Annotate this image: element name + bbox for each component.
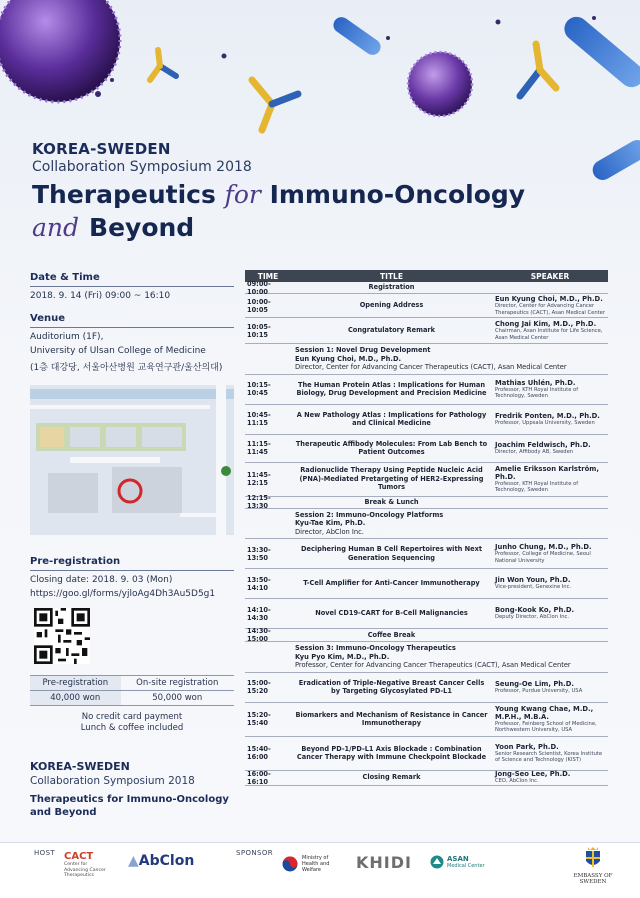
asan-logo: [430, 855, 485, 869]
fee-value: 40,000 won: [30, 691, 121, 706]
col-title-header: TITLE: [380, 271, 403, 281]
main-title-line-2: [32, 213, 194, 242]
speaker-affiliation: CEO, AbClon Inc.: [495, 778, 539, 785]
title-word: Therapeutics: [32, 180, 216, 209]
program-table: [245, 270, 608, 786]
row-speaker: [492, 295, 608, 315]
asan-name: ASAN: [447, 855, 469, 863]
row-speaker: [492, 606, 608, 620]
fee-table: [30, 675, 234, 706]
speaker-affiliation: Senior Research Scientist, Korea Institute of Science and Technology (KIST): [495, 750, 603, 763]
row-title: Congratulatory Remark: [347, 326, 436, 335]
host-label: HOST: [34, 849, 56, 857]
speaker-affiliation: Professor, College of Medicine, Seoul National University: [495, 551, 591, 564]
talk-row: [245, 569, 608, 599]
row-time: 10:45-11:15: [247, 411, 271, 427]
abclon-logo: [128, 853, 194, 869]
speaker-affiliation: Professor, KTH Royal Institute of Technology, Sweden: [495, 386, 579, 399]
speaker-affiliation: Professor, KTH Royal Institute of Technology, Sweden: [495, 480, 579, 493]
title-and: and: [32, 213, 80, 242]
session-chair: Kyu-Tae Kim, Ph.D.: [295, 519, 366, 527]
talk-row: [245, 294, 608, 318]
col-speaker-header: SPEAKER: [530, 271, 570, 281]
row-time: 11:15-11:45: [247, 440, 271, 456]
session-row: [245, 642, 608, 673]
date-heading: Date & Time: [30, 270, 234, 287]
row-time: 12:15-13:30: [247, 494, 271, 510]
speaker-affiliation: Director, Center for Advancing Cancer Therapeutics (CACT), Asan Medical Center: [495, 303, 605, 316]
date-text: 2018. 9. 14 (Fri) 09:00 ~ 16:10: [30, 291, 171, 301]
taeguk-icon: [282, 856, 298, 872]
row-title: Eradication of Triple-Negative Breast Cancer Cells by Targeting Glycosylated PD-L1: [298, 678, 485, 695]
registration-url[interactable]: https://goo.gl/forms/yjloAg4Dh3Au5D5g1: [30, 589, 216, 599]
row-time: 13:30-13:50: [247, 545, 271, 562]
footer-title-line-4: and Beyond: [30, 807, 97, 818]
speaker-name: Chong Jai Kim, M.D., Ph.D.: [495, 320, 597, 329]
talk-row: [245, 375, 608, 405]
title-for: for: [224, 180, 261, 209]
abclon-mark-icon: ▲: [128, 853, 139, 869]
event-info: [30, 270, 234, 373]
row-title: Biomarkers and Mechanism of Resistance in Cancer Immunotherapy: [295, 710, 488, 727]
program-body: [245, 279, 608, 786]
talk-row: [245, 599, 608, 629]
speaker-affiliation: Vice-president, Genexine Inc.: [495, 584, 572, 591]
row-title: Coffee Break: [367, 630, 416, 639]
header-line-2: Collaboration Symposium 2018: [32, 159, 252, 175]
session-title: Session 2: Immuno-Oncology Platforms: [295, 510, 444, 519]
speaker-name: Mathias Uhlén, Ph.D.: [495, 378, 576, 387]
speaker-name: Amelie Eriksson Karlström, Ph.D.: [495, 464, 599, 481]
qr-code-icon[interactable]: [34, 608, 90, 664]
fee-header: On-site registration: [121, 676, 234, 691]
pre-registration: [30, 554, 234, 599]
session-chair-affiliation: Director, AbClon Inc.: [295, 527, 364, 536]
row-speaker: [492, 576, 608, 590]
break-row: [245, 494, 608, 510]
speaker-affiliation: Professor, Feinberg School of Medicine, Northwestern University, USA: [495, 720, 597, 733]
speaker-name: Eun Kyung Choi, M.D., Ph.D.: [495, 295, 603, 304]
speaker-name: Yoon Park, Ph.D.: [495, 742, 559, 751]
row-speaker: [492, 379, 608, 399]
talk-row: [245, 463, 608, 497]
row-speaker: [492, 465, 608, 493]
row-title: Radionuclide Therapy Using Peptide Nucleic Acid (PNA)-Mediated Pretargeting of HER2-Expressing Tumors: [299, 466, 484, 492]
row-title: Beyond PD-1/PD-L1 Axis Blockade : Combination Cancer Therapy with Immune Checkpoint Blockade: [296, 744, 487, 761]
speaker-affiliation: Director, Affibody AB, Sweden: [495, 448, 574, 455]
row-time: 14:10-14:30: [247, 605, 271, 622]
session-title: Session 3: Immuno-Oncology Therapeutics: [295, 644, 456, 652]
closing-date: Closing date: 2018. 9. 03 (Mon): [30, 575, 173, 585]
talk-row: [245, 703, 608, 737]
footer-title-main: [30, 793, 250, 819]
program-header-row: [245, 270, 608, 282]
virus-cell-small-icon: [408, 52, 472, 116]
row-title: T-Cell Amplifier for Anti-Cancer Immunotherapy: [303, 579, 480, 588]
sponsor-label: SPONSOR: [236, 849, 274, 857]
speaker-affiliation: Deputy Director, AbClon Inc.: [495, 614, 569, 621]
session-chair: Kyu Pyo Kim, M.D., Ph.D.: [295, 652, 390, 661]
row-speaker: [492, 770, 608, 784]
row-title: Deciphering Human B Cell Repertoires with Next Generation Sequencing: [301, 545, 482, 562]
speaker-name: Fredrik Ponten, M.D., Ph.D.: [495, 411, 600, 420]
row-title: A New Pathology Atlas : Implications for Pathology and Clinical Medicine: [296, 410, 487, 427]
fee-note-line: No credit card payment: [81, 712, 183, 722]
talk-row: [245, 405, 608, 435]
footer-title-line-1: KOREA-SWEDEN: [30, 760, 130, 773]
header-line-1: KOREA-SWEDEN: [32, 140, 171, 158]
cact-name: CACT: [64, 851, 94, 862]
break-row: [245, 629, 608, 642]
speaker-name: Joachim Feldwisch, Ph.D.: [495, 440, 591, 449]
protein-rod-icon: [330, 12, 640, 184]
row-speaker: [492, 543, 608, 563]
campus-map: [30, 385, 234, 535]
abclon-name: AbClon: [138, 853, 195, 869]
footer-title-line-2: Collaboration Symposium 2018: [30, 775, 195, 787]
session-title: Session 1: Novel Drug Development: [295, 346, 431, 354]
row-speaker: [492, 680, 608, 694]
row-time: 15:40-16:00: [247, 745, 271, 761]
talk-row: [245, 771, 608, 786]
talk-row: [245, 318, 608, 344]
footer-title-line-3: Therapeutics for Immuno-Oncology: [30, 794, 229, 805]
talk-row: [245, 435, 608, 463]
row-title: The Human Protein Atlas : Implications for Human Biology, Drug Development and Precision Medicine: [296, 380, 487, 397]
speaker-affiliation: Chairman, Asan Institute for Life Science, Asan Medical Center: [495, 328, 603, 341]
row-time: 16:00-16:10: [247, 769, 271, 786]
break-row: [245, 279, 608, 296]
cact-logo: [64, 851, 108, 879]
speaker-name: Jong-Seo Lee, Ph.D.: [495, 770, 571, 779]
khidi-logo: KHIDI: [356, 853, 412, 872]
row-time: 14:30-15:00: [247, 627, 271, 643]
talk-row: [245, 539, 608, 569]
row-time: 15:20-15:40: [247, 711, 271, 727]
row-title: Novel CD19-CART for B-Cell Malignancies: [315, 609, 468, 618]
speaker-name: Young Kwang Chae, M.D., M.P.H., M.B.A.: [495, 704, 594, 721]
speaker-name: Seung-Oe Lim, Ph.D.: [495, 679, 574, 688]
venue-line: University of Ulsan College of Medicine: [30, 346, 206, 356]
venue-heading: Venue: [30, 311, 234, 328]
speaker-affiliation: Professor, Purdue University, USA: [495, 687, 583, 694]
row-speaker: [492, 743, 608, 763]
asan-mark-icon: [430, 855, 444, 869]
row-title: Registration: [368, 283, 415, 292]
session-chair-affiliation: Director, Center for Advancing Cancer Therapeutics (CACT), Asan Medical Center: [295, 363, 567, 371]
row-speaker: [492, 320, 608, 340]
speaker-name: Bong-Kook Ko, Ph.D.: [495, 606, 575, 615]
col-time-header: TIME: [257, 271, 279, 281]
row-title: Break & Lunch: [364, 497, 419, 506]
session-row: [245, 344, 608, 375]
embassy-logo: [560, 847, 626, 885]
embassy-name: EMBASSY OF SWEDEN: [573, 873, 613, 885]
row-time: 11:45-12:15: [247, 471, 271, 487]
cact-sub: Center for Advancing Cancer Therapeutics: [64, 862, 106, 878]
session-chair: Eun Kyung Choi, M.D., Ph.D.: [295, 354, 402, 363]
speaker-affiliation: Professor, Uppsala University, Sweden: [495, 419, 595, 426]
swedish-crest-icon: [584, 847, 602, 869]
row-time: 09:00-10:00: [247, 279, 271, 296]
talk-row: [245, 737, 608, 771]
row-title: Closing Remark: [362, 773, 421, 782]
session-row: [245, 509, 608, 540]
row-time: 10:05-10:15: [247, 322, 271, 339]
antibody-icon: [150, 44, 556, 130]
mohw-name: Ministry of Health and Welfare: [302, 855, 330, 873]
fee-note: [30, 712, 234, 734]
mohw-logo: [282, 855, 342, 873]
title-word: Beyond: [89, 213, 195, 242]
main-title-line-1: [32, 180, 525, 209]
row-time: 13:50-14:10: [247, 575, 271, 592]
fee-note-line: Lunch & coffee included: [80, 723, 184, 733]
speaker-name: Junho Chung, M.D., Ph.D.: [495, 543, 592, 552]
venue-line: Auditorium (1F),: [30, 332, 104, 342]
row-title: Therapeutic Affibody Molecules: From Lab Bench to Patient Outcomes: [295, 439, 488, 456]
row-time: 10:00-10:05: [247, 297, 271, 314]
row-speaker: [492, 412, 608, 426]
session-chair-affiliation: Professor, Center for Advancing Cancer Therapeutics (CACT), Asan Medical Center: [295, 661, 571, 669]
venue-line: (1층 대강당, 서울아산병원 교육연구관/울산의대): [30, 363, 223, 373]
title-word: Immuno-Oncology: [269, 180, 526, 209]
row-time: 10:15-10:45: [247, 381, 271, 397]
sponsor-strip: [0, 842, 640, 898]
asan-text: [447, 855, 485, 869]
speaker-name: Jin Won Youn, Ph.D.: [495, 576, 571, 585]
row-time: 15:00-15:20: [247, 679, 271, 695]
fee-value: 50,000 won: [121, 691, 234, 706]
talk-row: [245, 673, 608, 703]
virus-cell-large-icon: [0, 0, 120, 102]
row-speaker: [492, 441, 608, 455]
row-title: Opening Address: [359, 301, 424, 310]
fee-header: Pre-registration: [30, 676, 121, 691]
row-speaker: [492, 705, 608, 733]
asan-sub: Medical Center: [447, 863, 485, 869]
prereg-heading: Pre-registration: [30, 554, 234, 571]
